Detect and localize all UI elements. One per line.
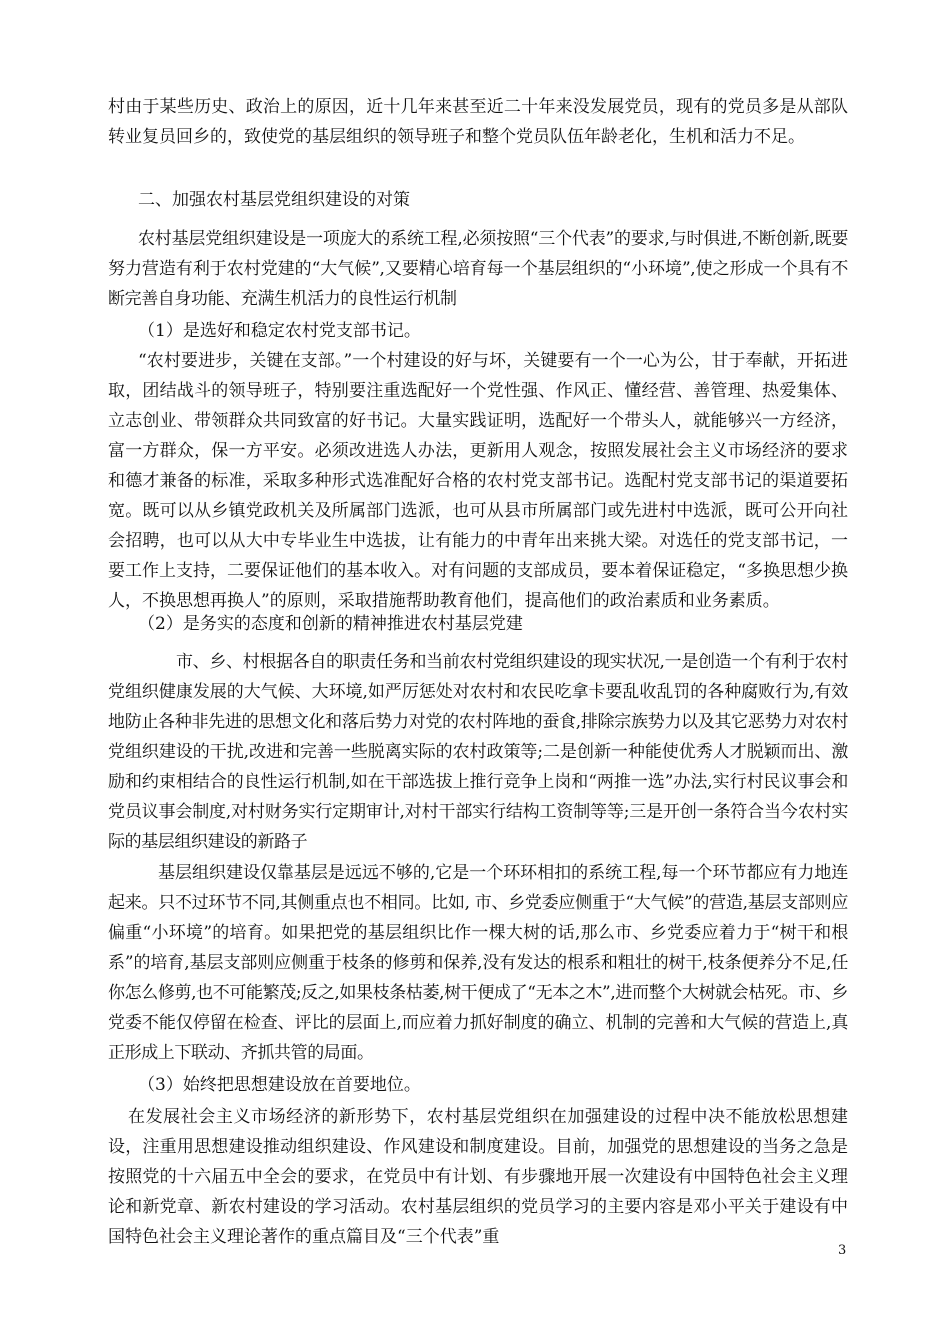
subheading-2: （2）是务实的态度和创新的精神推进农村基层党建	[138, 614, 523, 634]
paragraph-intro: 农村基层党组织建设是一项庞大的系统工程,必须按照“三个代表”的要求,与时俱进,不断创新,既要努力营造有利于农村党建的“大气候”,又要精心培育每一个基层组织的“小环境”,使之形成一个具有不断完善自身功能、充满生机活力的良性运行机制	[108, 229, 848, 309]
paragraph-ideology: 在发展社会主义市场经济的新形势下，农村基层党组织在加强建设的过程中决不能放松思想建设，注重用思想建设推动组织建设、作风建设和制度建设。目前，加强党的思想建设的当务之急是按照党的十六届五中全会的要求，在党员中有计划、有步骤地开展一次建设有中国特色社会主义理论和新党章、新农村建设的学习活动。农村基层组织的党员学习的主要内容是邓小平关于建设有中国特色社会主义理论著作的重点篇目及“三个代表”重	[108, 1107, 848, 1247]
paragraph-system-engineering: 基层组织建设仅靠基层是远远不够的,它是一个环环相扣的系统工程,每一个环节都应有力地连起来。只不过环节不同,其侧重点也不相同。比如, 市、乡党委应侧重于“大气候”的营造,基层支部则应偏重“小环境”的培育。如果把党的基层组织比作一棵大树的话,那么市、乡党委应着力于“树干和根系”的培育,基层支部则应侧重于枝条的修剪和保养,没有发达的根系和粗壮的树干,枝条便养分不足,任你怎么修剪,也不可能繁茂;反之,如果枝条枯萎,树干便成了“无本之木”,进而整个大树就会枯死。市、乡党委不能仅停留在检查、评比的层面上,而应着力抓好制度的确立、机制的完善和大气候的营造上,真正形成上下联动、齐抓共管的局面。	[108, 863, 848, 1063]
paragraph-party-secretary: “农村要进步，关键在支部。”一个村建设的好与坏，关键要有一个一心为公，甘于奉献，开拓进取，团结战斗的领导班子，特别要注重选配好一个党性强、作风正、懂经营、善管理、热爱集体、立志创业、带领群众共同致富的好书记。大量实践证明，选配好一个带头人，就能够兴一方经济，富一方群众，保一方平安。必须改进选人办法，更新用人观念，按照发展社会主义市场经济的要求和德才兼备的标准，采取多种形式选准配好合格的农村党支部书记。选配村党支部书记的渠道要拓宽。既可以从乡镇党政机关及所属部门选派，也可从县市所属部门或先进村中选派，既可公开向社会招聘，也可以从大中专毕业生中选拔，让有能力的中青年出来挑大梁。对选任的党支部书记，一要工作上支持，二要保证他们的基本收入。对有问题的支部成员，要本着保证稳定，“多换思想少换人，不换思想再换人”的原则，采取措施帮助教育他们，提高他们的政治素质和业务素质。	[108, 351, 848, 611]
page-number: 3	[838, 1243, 847, 1258]
subheading-1: （1）是选好和稳定农村党支部书记。	[138, 321, 421, 341]
subheading-3: （3）始终把思想建设放在首要地位。	[138, 1075, 421, 1095]
paragraph-innovation: 市、乡、村根据各自的职责任务和当前农村党组织建设的现实状况,一是创造一个有利于农村党组织健康发展的大气候、大环境,如严厉惩处对农村和农民吃拿卡要乱收乱罚的各种腐败行为,有效地防止各种非先进的思想文化和落后势力对党的农村阵地的蚕食,排除宗族势力以及其它恶势力对农村党组织建设的干扰,改进和完善一些脱离实际的农村政策等;二是创新一种能使优秀人才脱颖而出、激励和约束相结合的良性运行机制,如在干部选拔上推行竞争上岗和“两推一选”办法,实行村民议事会和党员议事会制度,对村财务实行定期审计,对村干部实行结构工资制等等;三是开创一条符合当今农村实际的基层组织建设的新路子	[108, 652, 848, 852]
section-heading-2: 二、加强农村基层党组织建设的对策	[138, 190, 410, 210]
paragraph-continued: 村由于某些历史、政治上的原因，近十几年来甚至近二十年来没发展党员，现有的党员多是从部队转业复员回乡的，致使党的基层组织的领导班子和整个党员队伍年龄老化，生机和活力不足。	[108, 97, 848, 147]
